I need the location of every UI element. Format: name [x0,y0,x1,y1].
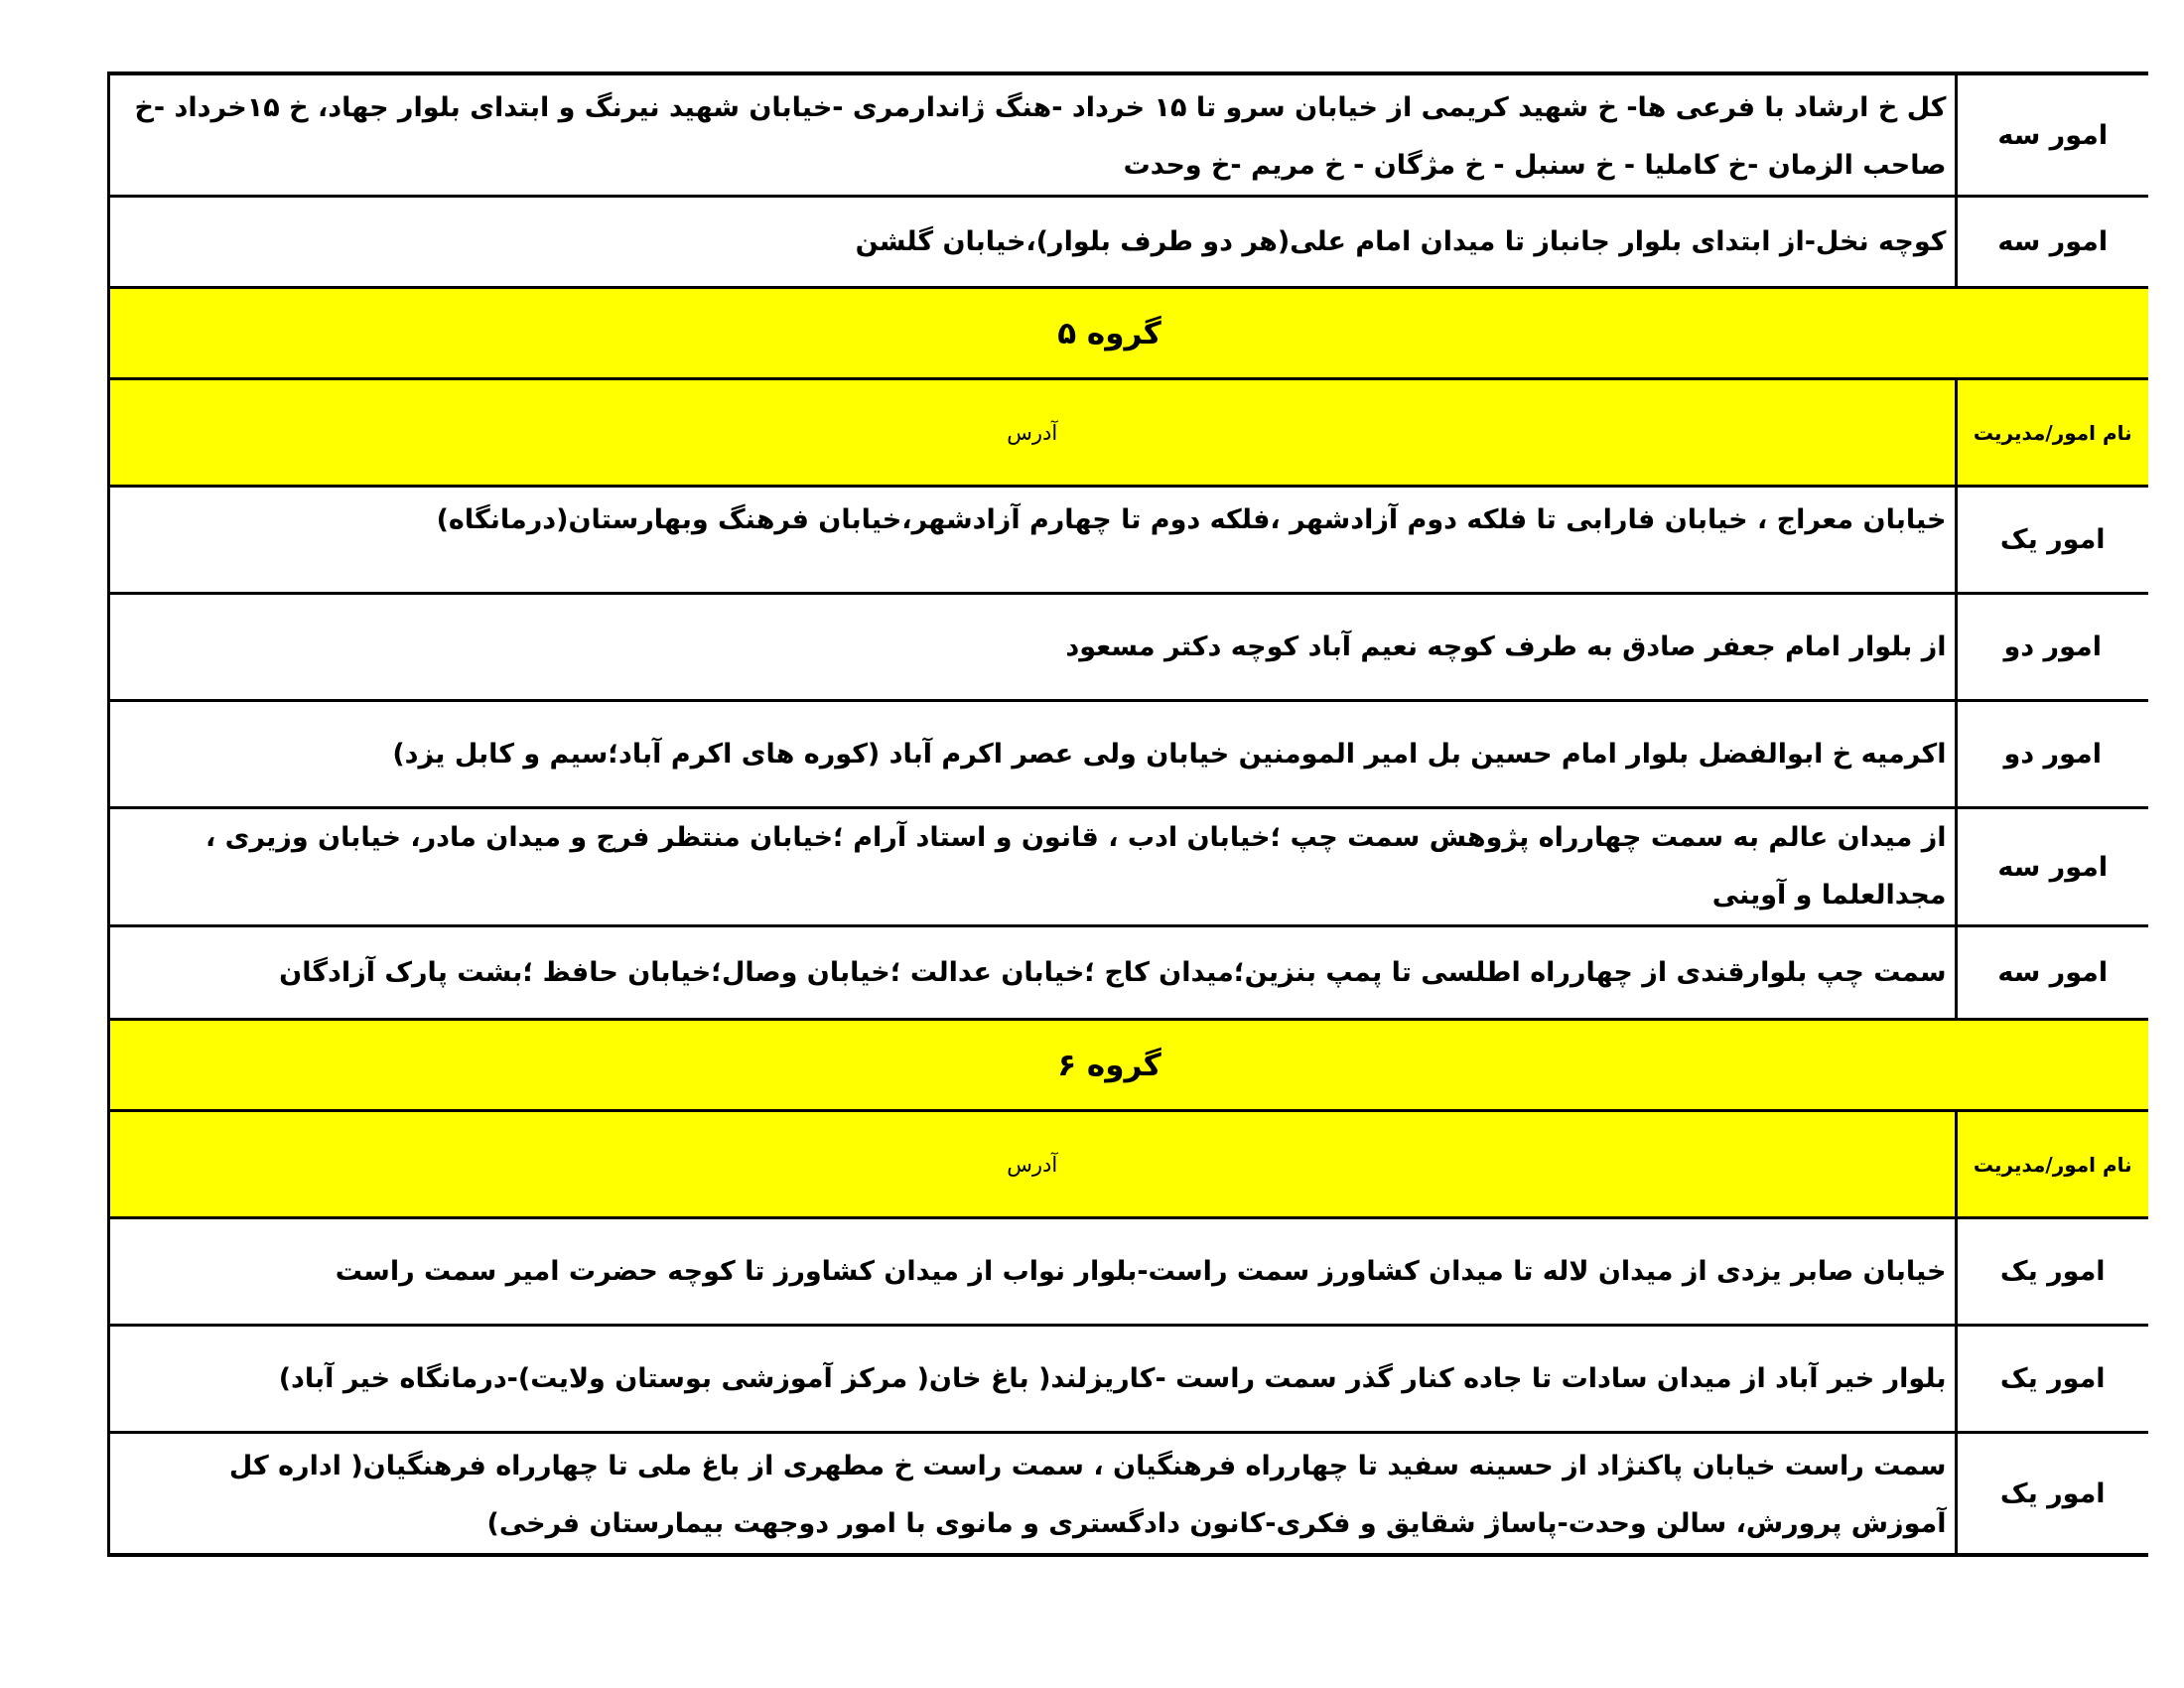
area-name: امور یک [1956,1326,2148,1433]
table-row [109,1433,2149,1556]
table-row [109,197,2149,288]
column-header-name: نام امور/مدیریت [1956,1111,2148,1218]
area-name: امور سه [1956,926,2148,1020]
table-row [109,594,2149,701]
address-cell: کل خ ارشاد با فرعی ها- خ شهید کریمی از خیابان سرو تا ۱۵ خرداد -هنگ ژاندارمری -خیابان شهید نیرنگ و ابتدای بلوار جهاد، خ ۱۵خرداد -خ صاحب الزمان -خ کاملیا - خ سنبل - خ مژگان - خ مریم -خ وحدت [109,73,1957,197]
area-name: امور سه [1956,197,2148,288]
address-cell: خیابان صابر یزدی از میدان لاله تا میدان کشاورز سمت راست-بلوار نواب از میدان کشاورز تا کوچه حضرت امیر سمت راست [109,1218,1957,1326]
address-cell: کوچه نخل-از ابتدای بلوار جانباز تا میدان امام علی(هر دو طرف بلوار)،خیابان گلشن [109,197,1957,288]
area-name: امور دو [1956,594,2148,701]
outage-schedule-table [107,71,2148,1557]
group-5-title: گروه ۵ [1057,315,1161,352]
area-name: امور یک [1956,487,2148,594]
table-row [109,1326,2149,1433]
area-name: امور یک [1956,1218,2148,1326]
table-row [109,487,2149,594]
address-cell: از میدان عالم به سمت چهارراه پژوهش سمت چپ ؛خیابان ادب ، قانون و استاد آرام ؛خیابان منتظر فرج و میدان مادر، خیابان وزیری ، مجدالعلما و آوینی [109,808,1957,926]
group-5-header [109,379,2149,487]
column-header-name: نام امور/مدیریت [1956,379,2148,487]
area-name: امور دو [1956,701,2148,808]
area-name: امور یک [1956,1433,2148,1556]
address-cell: بلوار خیر آباد از میدان سادات تا جاده کنار گذر سمت راست -کاریزلند( باغ خان( مرکز آموزشی بوستان ولایت)-درمانگاه خیر آباد) [109,1326,1957,1433]
area-name: امور سه [1956,73,2148,197]
group-6-banner [109,1020,2149,1111]
address-cell: سمت چپ بلوارقندی از چهارراه اطلسی تا پمپ بنزین؛میدان کاج ؛خیابان عدالت ؛خیابان وصال؛خیابان حافظ ؛بشت پارک آزادگان [109,926,1957,1020]
column-header-address: آدرس [109,379,1957,487]
address-cell: خیابان معراج ، خیابان فارابی تا فلکه دوم آزادشهر ،فلکه دوم تا چهارم آزادشهر،خیابان فرهنگ وبهارستان(درمانگاه) [109,487,1957,594]
group-6-title: گروه ۶ [1057,1047,1161,1083]
address-cell: اکرمیه خ ابوالفضل بلوار امام حسین بل امیر المومنین خیابان ولی عصر اکرم آباد (کوره های اکرم آباد؛سیم و کابل یزد) [109,701,1957,808]
table-row [109,73,2149,197]
table-row [109,701,2149,808]
address-cell: سمت راست خیابان پاکنژاد از حسینه سفید تا چهارراه فرهنگیان ، سمت راست خ مطهری از باغ ملی تا چهارراه فرهنگیان( اداره کل آموزش پرورش، سالن وحدت-پاساژ شقایق و فکری-کانون دادگستری و مانوی با امور دوجهت بیمارستان فرخی) [109,1433,1957,1556]
table-row [109,1218,2149,1326]
area-name: امور سه [1956,808,2148,926]
group-5-banner [109,288,2149,379]
group-6-header [109,1111,2149,1218]
column-header-address: آدرس [109,1111,1957,1218]
table-row [109,808,2149,926]
address-cell: از بلوار امام جعفر صادق به طرف کوچه نعیم آباد کوچه دکتر مسعود [109,594,1957,701]
table-row [109,926,2149,1020]
